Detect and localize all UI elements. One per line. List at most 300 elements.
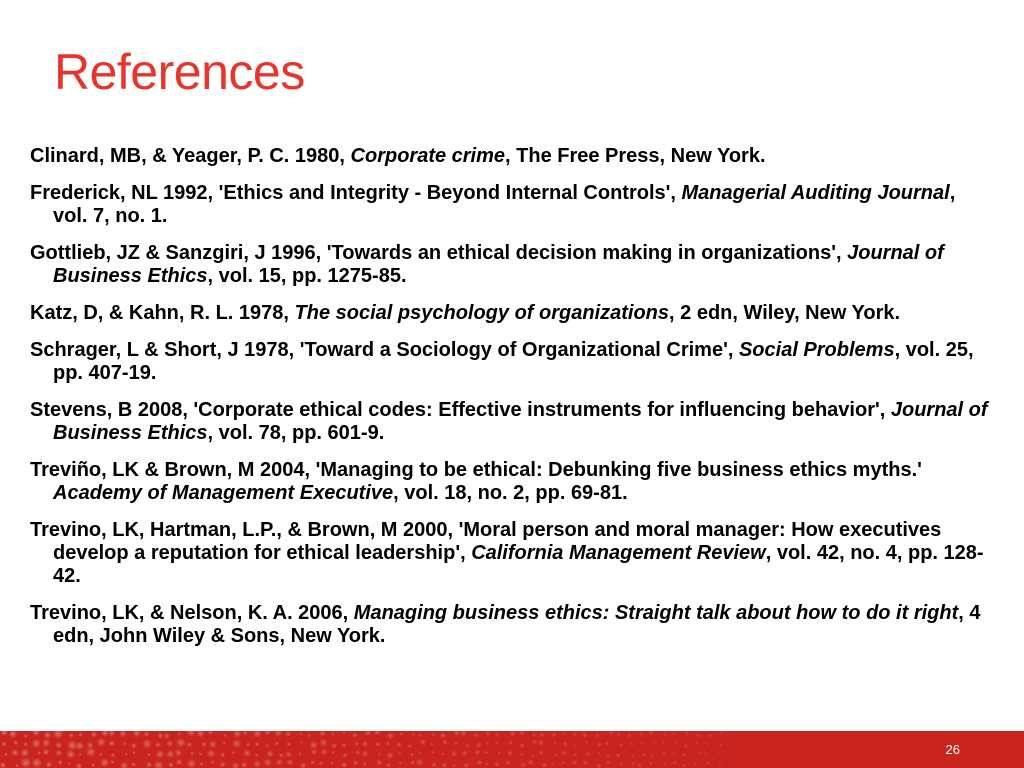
footer-dot (460, 731, 467, 737)
footer-dot (439, 732, 446, 739)
footer-dot (585, 751, 590, 756)
footer-dot (538, 750, 544, 756)
footer-dot (110, 760, 114, 764)
footer-dot (663, 762, 667, 766)
footer-dot (495, 741, 499, 745)
footer-dot (176, 759, 183, 766)
footer-dot (642, 753, 646, 757)
footer-dot (298, 752, 302, 756)
footer-dot (108, 740, 115, 747)
footer-dot (342, 753, 348, 759)
footer-dot (719, 731, 723, 734)
footer-dot (155, 742, 161, 748)
reference-details: , vol. 7, no. 1. (53, 182, 956, 227)
footer-dot (627, 733, 632, 738)
footer-dot (43, 731, 51, 739)
footer-dot (166, 750, 174, 758)
footer-dot (378, 752, 381, 755)
footer-dot (431, 732, 435, 736)
reference-item (30, 145, 990, 168)
footer-dot (68, 762, 71, 765)
footer-dot (672, 752, 675, 755)
footer-dot (374, 731, 381, 736)
reference-title: Social Problems (738, 339, 895, 361)
footer-dot (637, 763, 642, 768)
footer-dot (286, 742, 291, 747)
footer-dot (8, 731, 17, 738)
footer-dot (361, 750, 368, 757)
footer-dot (539, 732, 545, 738)
footer-dot (166, 740, 173, 747)
footer-dot (300, 762, 307, 768)
footer-dot (274, 741, 279, 746)
footer-dot (573, 744, 576, 747)
footer-dot (143, 731, 149, 737)
footer-dot (341, 762, 348, 768)
footer-dot (53, 731, 64, 739)
footer-dot (674, 741, 678, 745)
footer-dot (243, 749, 251, 757)
footer-dot (42, 739, 51, 748)
footer-dot (476, 742, 482, 748)
footer-dot (683, 743, 688, 748)
footer-dot (219, 761, 225, 767)
footer-dot (465, 744, 469, 748)
footer-dot (111, 753, 116, 758)
footer-dot (531, 754, 534, 757)
footer-dot (223, 733, 227, 737)
footer-dot (243, 731, 248, 736)
footer-dot (386, 763, 391, 768)
footer-dot (285, 751, 291, 757)
footer-dot (606, 760, 611, 765)
footer-dot (364, 731, 371, 736)
footer-dot (354, 742, 358, 746)
footer-dot (485, 741, 489, 745)
footer-dot (32, 758, 43, 768)
footer-dot (176, 738, 186, 748)
footer-dot (187, 759, 196, 768)
footer-dot (630, 742, 634, 746)
footer-dot (174, 749, 182, 757)
footer-dot (311, 749, 317, 755)
footer-dot (562, 741, 568, 747)
footer-dot (507, 750, 514, 757)
footer-dot (263, 758, 271, 766)
footer-dot (476, 759, 482, 765)
footer-dot (0, 762, 6, 768)
footer-dot (400, 732, 404, 736)
footer-dot (79, 753, 82, 756)
footer-dot-pattern (0, 731, 1024, 768)
footer-dot (31, 739, 41, 749)
footer-dot (55, 750, 62, 757)
reference-details: , vol. 78, pp. 601-9. (207, 422, 385, 444)
footer-dot (631, 754, 634, 757)
reference-list (30, 145, 990, 662)
footer-dot (76, 763, 83, 768)
footer-dot (396, 742, 402, 748)
footer-dot (1, 741, 6, 746)
footer-dot (46, 761, 53, 768)
reference-title: Journal of Business Ethics (53, 399, 988, 444)
footer-dot (58, 760, 63, 765)
footer-dot (37, 751, 41, 755)
footer-dot (441, 762, 447, 768)
footer-dot (69, 733, 74, 738)
footer-dot (132, 751, 136, 755)
footer-dot (706, 743, 709, 746)
footer-dot (319, 738, 327, 746)
footer-dot (131, 743, 137, 749)
reference-item (30, 339, 990, 385)
footer-dot (650, 754, 654, 758)
footer-dot (473, 733, 478, 738)
footer-dot (619, 761, 623, 765)
footer-dot (453, 731, 460, 737)
footer-dot (353, 760, 359, 766)
footer-dot (125, 752, 128, 755)
footer-dot (187, 742, 193, 748)
footer-dot (672, 760, 677, 765)
footer-dot (13, 740, 18, 745)
footer-dot (441, 752, 445, 756)
footer-dot (375, 741, 381, 747)
footer-dot (232, 751, 236, 755)
footer-dot (398, 761, 401, 764)
footer-dot (146, 761, 153, 768)
footer-dot (528, 759, 535, 766)
footer-dot (164, 733, 170, 739)
footer-dot (430, 742, 434, 746)
footer-dot (649, 761, 654, 766)
footer-dot (120, 761, 129, 768)
footer-dot (697, 751, 700, 754)
footer-dot (199, 762, 204, 767)
footer-dot (233, 731, 242, 738)
footer-dot (274, 731, 283, 737)
reference-title: The social psychology of organizations (294, 302, 670, 324)
footer-dot (553, 741, 556, 744)
footer-dot (223, 742, 226, 745)
footer-dot (355, 750, 361, 756)
reference-details: , 2 edn, Wiley, New York. (669, 302, 901, 324)
footer-dot (154, 760, 164, 768)
footer-dot (519, 742, 525, 748)
footer-dot (276, 759, 283, 766)
reference-details: , vol. 25, pp. 407-19. (53, 339, 974, 384)
footer-dot (321, 749, 328, 756)
footer-dot (694, 761, 698, 765)
footer-dot (661, 740, 665, 744)
footer-dot (408, 744, 412, 748)
footer-dot (573, 732, 577, 736)
reference-item (30, 602, 990, 648)
footer-dot (561, 761, 564, 764)
footer-dot (484, 751, 488, 755)
footer-dot (573, 753, 577, 757)
footer-dot (23, 742, 28, 747)
footer-dot (485, 762, 489, 766)
footer-dot (279, 753, 284, 758)
footer-dot (663, 732, 667, 736)
footer-dot (538, 740, 544, 746)
footer-dot (386, 741, 390, 745)
footer-dot (376, 759, 383, 766)
footer-dot (255, 742, 260, 747)
footer-dot (119, 731, 127, 738)
footer-dot (265, 744, 269, 748)
footer-bar (0, 731, 1024, 768)
footer-dot (308, 733, 312, 737)
footer-dot (662, 751, 667, 756)
footer-dot (285, 731, 291, 737)
footer-dot (208, 731, 213, 735)
reference-text: Trevino, LK, Hartman, L.P., & Brown, M 2000, 'Moral person and moral manager: How executives develop a reputation for ethical leadership', (30, 519, 942, 564)
footer-dot (582, 732, 588, 738)
footer-dot (609, 731, 614, 735)
footer-dot (619, 742, 624, 747)
reference-item (30, 302, 990, 325)
reference-details: , The Free Press, New York. (505, 145, 766, 167)
footer-dot (310, 760, 315, 765)
footer-dot (604, 741, 609, 746)
footer-dot (100, 758, 110, 768)
footer-dot (309, 741, 318, 750)
footer-dot (475, 749, 481, 755)
footer-dot (15, 764, 18, 767)
footer-dot (1, 731, 8, 736)
footer-dot (24, 734, 28, 738)
reference-text: Gottlieb, JZ & Sanzgiri, J 1996, 'Towards an ethical decision making in organizations', (30, 242, 848, 264)
footer-dot (682, 763, 686, 767)
footer-dot (178, 732, 181, 735)
footer-dot (331, 743, 337, 749)
footer-dot (572, 760, 578, 766)
footer-dot (719, 742, 723, 746)
footer-dot (542, 762, 548, 768)
footer-dot (55, 742, 62, 749)
footer-dot (319, 761, 323, 765)
footer-dot (398, 752, 401, 755)
footer-dot (97, 737, 107, 747)
footer-dot (186, 731, 196, 737)
reference-text: Frederick, NL 1992, 'Ethics and Integrity - Beyond Internal Controls', (30, 182, 682, 204)
footer-dot (78, 732, 83, 737)
footer-dot (520, 752, 524, 756)
footer-dot (696, 733, 700, 737)
footer-dot (4, 753, 8, 757)
footer-dot (508, 740, 513, 745)
footer-dot (718, 761, 721, 764)
footer-dot (264, 731, 271, 736)
reference-title: California Management Review (471, 542, 766, 564)
reference-item (30, 399, 990, 445)
reference-item (30, 182, 990, 228)
footer-dot (551, 763, 554, 766)
footer-dot (253, 731, 262, 738)
footer-dot (461, 750, 467, 756)
footer-dot (220, 752, 225, 757)
reference-item (30, 519, 990, 588)
footer-dot (241, 761, 248, 768)
footer-dot (463, 762, 469, 768)
reference-title: Managing business ethics: Straight talk about how to do it right (353, 602, 959, 624)
footer-dot (552, 732, 557, 737)
footer-dot (431, 750, 434, 753)
footer-dot (199, 752, 203, 756)
reference-details: , vol. 42, no. 4, pp. 128-42. (53, 542, 984, 587)
footer-dot (598, 751, 601, 754)
footer-dot (86, 747, 96, 757)
footer-dot (706, 761, 710, 765)
footer-dot (319, 731, 326, 737)
reference-title: Managerial Auditing Journal (681, 182, 950, 204)
footer-dot (206, 749, 215, 758)
footer-dot (386, 752, 394, 760)
footer-dot (32, 731, 40, 736)
footer-dot (209, 740, 217, 748)
footer-dot (330, 761, 334, 765)
footer-dot (147, 753, 151, 757)
footer-dot (108, 731, 115, 737)
footer-dot (341, 743, 346, 748)
footer-dot (532, 733, 536, 737)
reference-text: Schrager, L & Short, J 1978, 'Toward a Sociology of Organizational Crime', (30, 339, 739, 361)
footer-dot (682, 752, 687, 757)
footer-dot (91, 763, 95, 767)
footer-dot (75, 741, 84, 750)
reference-title: Academy of Management Executive (53, 482, 394, 504)
footer-dot (554, 753, 557, 756)
reference-text: Stevens, B 2008, 'Corporate ethical codes: Effective instruments for influencing behavior', (30, 399, 891, 421)
footer-dot (266, 750, 274, 758)
footer-dot (718, 751, 721, 754)
reference-title: Journal of Business Ethics (53, 242, 944, 287)
footer-dot (11, 749, 19, 757)
footer-dot (653, 741, 656, 744)
reference-text: Clinard, MB, & Yeager, P. C. 1980, (30, 145, 351, 167)
reference-details: , 4 edn, John Wiley & Sons, New York. (53, 602, 981, 647)
footer-dot (286, 759, 293, 766)
footer-dot (520, 762, 526, 768)
footer-dot (352, 732, 358, 738)
footer-dot (91, 731, 98, 738)
footer-dot (495, 733, 499, 737)
footer-dot (442, 739, 448, 745)
footer-dot (362, 762, 367, 767)
footer-dot (452, 764, 456, 768)
page-number: 26 (945, 742, 960, 757)
footer-dot (387, 732, 395, 740)
footer-dot (498, 752, 501, 755)
footer-dot (695, 741, 699, 745)
footer-dot (331, 732, 334, 735)
footer-dot (123, 742, 127, 746)
footer-dot (672, 732, 676, 736)
footer-dot (156, 750, 165, 759)
footer-dot (196, 731, 205, 738)
footer-dot (485, 731, 490, 736)
reference-text: Katz, D, & Kahn, R. L. 1978, (30, 302, 295, 324)
footer-dot (190, 751, 195, 756)
footer-dot (142, 739, 152, 749)
footer-dot (416, 758, 424, 766)
footer-dot (332, 751, 336, 755)
footer-dot (232, 762, 240, 768)
footer-dot (418, 733, 422, 737)
reference-text: Trevino, LK, & Nelson, K. A. 2006, (30, 602, 354, 624)
reference-item (30, 459, 990, 505)
footer-dot (454, 741, 458, 745)
footer-dot (606, 753, 611, 758)
footer-dot (255, 753, 259, 757)
footer-dot (419, 738, 426, 745)
footer-dot (232, 739, 241, 748)
footer-dot (201, 741, 207, 747)
footer-dot (596, 763, 602, 768)
footer-dot (597, 742, 602, 747)
footer-dot (157, 732, 163, 738)
footer-dot (246, 742, 250, 746)
footer-dot (532, 739, 538, 745)
footer-dot (410, 760, 415, 765)
footer-dot (451, 750, 458, 757)
footer-dot (412, 733, 415, 736)
footer-dot (595, 733, 600, 738)
footer-dot (362, 740, 369, 747)
footer-dot (509, 731, 515, 737)
footer-dot (561, 750, 567, 756)
footer-dot (410, 752, 414, 756)
footer-dot (708, 734, 712, 738)
footer-dot (99, 752, 103, 756)
reference-text: Treviño, LK & Brown, M 2004, 'Managing to be ethical: Debunking five business ethics myths.' (30, 459, 922, 481)
footer-dot (43, 749, 50, 756)
footer-dot (431, 762, 437, 768)
footer-dot (253, 760, 261, 768)
slide-title: References (54, 44, 305, 100)
reference-details: , vol. 15, pp. 1275-85. (207, 265, 407, 287)
footer-dot (101, 731, 109, 737)
footer-dot (132, 731, 140, 737)
footer-dot (616, 753, 621, 758)
footer-dot (168, 762, 174, 768)
footer-dot (20, 757, 32, 768)
footer-dot (685, 731, 689, 735)
footer-dot (505, 760, 510, 765)
footer-dot (582, 760, 588, 766)
reference-title: Corporate crime (350, 145, 506, 167)
footer-dot (20, 748, 29, 757)
footer-dot (131, 762, 136, 767)
footer-dot (299, 732, 302, 735)
footer-dot (649, 731, 654, 735)
footer-dot (342, 731, 346, 734)
footer-dot (300, 741, 303, 744)
footer-dot (210, 760, 215, 765)
footer-dot (562, 732, 565, 735)
footer-dot (705, 752, 708, 755)
footer-dot (638, 731, 643, 736)
footer-dot (494, 762, 499, 767)
footer-dot (419, 752, 422, 755)
footer-dot (519, 731, 524, 735)
footer-dot (631, 762, 635, 766)
footer-dot (640, 742, 643, 745)
reference-details: , vol. 18, no. 2, pp. 69-81. (393, 482, 628, 504)
footer-dot (66, 750, 75, 759)
